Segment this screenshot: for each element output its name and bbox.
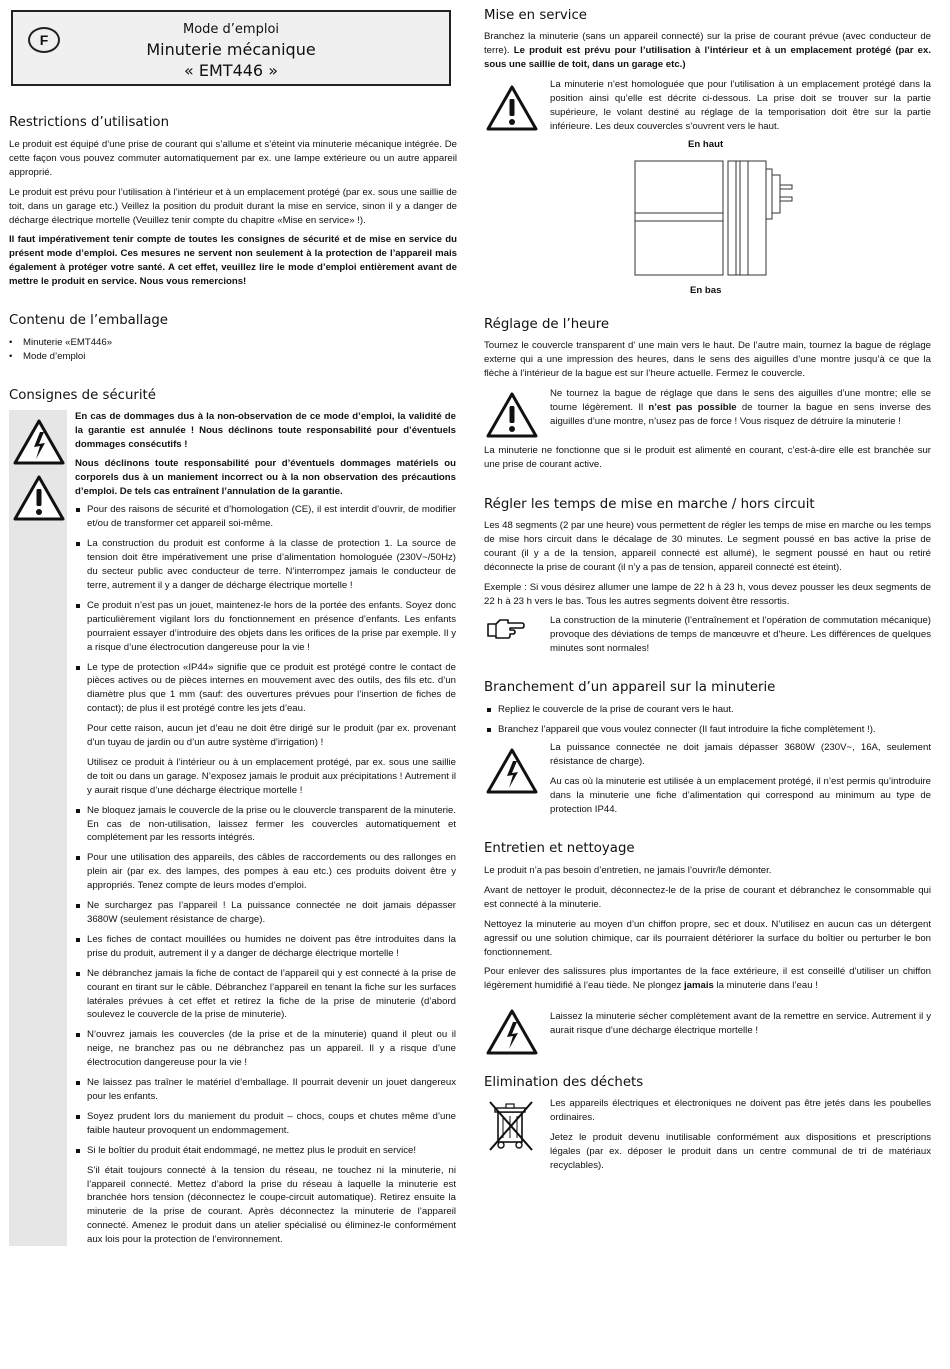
restrictions-section: [9, 138, 457, 289]
pointing-hand-icon: [486, 616, 526, 640]
securite-cont3: S’il était toujours connecté à la tension du réseau, ne touchez ni la minuterie, ni l’appareil connecté. Mettez d’abord la prise du réseau à laquelle la minuterie est branchée hors tension (déconnectez le coupe-circuit automatique). Retirez ensuite la minuterie de la prise de courant. Après déconnectez la minuterie de l’appareil connecté. Amenez le produit dans un atelier spécialisé ou éliminez-le conformément aux lois pour la protection de l’environnement.: [87, 1164, 456, 1246]
list-item: Ne bloquez jamais le couvercle de la prise ou le clouvercle transparent de la minuterie. En cas de non-utilisation, laissez fermer les couvercles automatiquement et complétement par les ressorts intégrés.: [75, 804, 456, 846]
entretien-p4-text-end: la minuterie dans l’eau !: [713, 980, 818, 992]
list-item: Soyez prudent lors du maniement du produit – chocs, coups et chutes même d’une faible hauteur provoquent un endommagement.: [75, 1110, 456, 1138]
warning-icon: [486, 391, 538, 439]
securite-cont1: Pour cette raison, aucun jet d’eau ne doit être dirigé sur le produit (par ex. provenant d’un tuyau de jardin ou d’un autre système d’irrigation) !: [87, 723, 456, 749]
contenu-title: Contenu de l’emballage: [9, 313, 168, 328]
securite-list: [75, 503, 456, 716]
elimination-section: [550, 1097, 931, 1173]
timer-position-diagram: [630, 157, 800, 279]
entretien-p4: [484, 965, 931, 993]
reglage-title: Réglage de l’heure: [484, 317, 610, 332]
securite-section: [75, 410, 456, 1247]
securite-cont2: Utilisez ce produit à l’intérieur ou à un emplacement protégé, par ex. sous une saillie de toit ou dans un garage. N’exposez jamais le produit aux précipitations ! Autrement il y aurait risque d’une décharge électrique mortelle !: [87, 756, 456, 796]
restrictions-p1: Le produit est équipé d’une prise de courant qui s’allume et s’éteint via minuterie mécanique intégrée. De cette façon vous pouvez commuter automatiquement par ex. une lampe extérieure ou un autre appareil approprié.: [9, 139, 457, 178]
list-item: Le type de protection «IP44» signifie que ce produit est protégé contre le contact de pièces actives ou de pièces internes en mouvement avec des outils, des fils etc. d’un diamètre plus que 1 mm (sauf: des ouvertures prévues pour l’insertion de fiches de contact); de plus il est protégé contre les jets d’eau.: [75, 661, 456, 717]
list-item: La construction du produit est conforme à la classe de protection 1. La source de tension doit être impérativement une prise d’alimentation homologuée (230V~/50Hz) du secteur public avec conducteur de terre. N’interrompez jamais le conducteur de terre, autrement il y a danger de décharge électrique mortelle !: [75, 537, 456, 593]
list-item: Si le boîtier du produit était endommagé, ne mettez plus le produit en service!: [75, 1144, 456, 1158]
icon-strip: [9, 410, 67, 1246]
warning-icon: [486, 84, 538, 132]
list-item: • Minuterie «EMT446»: [9, 336, 457, 350]
restrictions-p3: Il faut impérativement tenir compte de toutes les consignes de sécurité et de mise en service du présent mode d’emploi. Ces mesures ne servent non seulement à la protection de l’appareil mais également à protéger votre santé. A cet effet, veuillez lire le mode d’emploi entièrement avant de mettre le produit en service. Nous vous remercions!: [9, 234, 457, 288]
list-item: Ne surchargez pas l’appareil ! La puissance connectée ne doit jamais dépasser 3680W (seulement résistance de charge).: [75, 899, 456, 927]
reglage-p3: La minuterie ne fonctionne que si le produit est alimenté en courant, c’est-à-dire elle est branchée sur une prise de courant active.: [484, 445, 931, 470]
elimination-p1: Les appareils électriques et électroniques ne doivent pas être jetés dans les poubelles ordinaires.: [550, 1098, 931, 1123]
reglage-p2: [550, 387, 931, 429]
reglage-p2-text-end: de tourner la bague en sens inverse des aiguilles d’une montre, n’usez pas de force ! Vous risquez de détruire la minuterie !: [550, 401, 931, 427]
list-item: Ce produit n’est pas un jouet, maintenez-le hors de la portée des enfants. Soyez donc particulièrement vigilant lors du fonctionnement en présence d’enfants. Les enfants pourraient essayer d’introduire des objets dans les orifices de la prise par exemple. Il y a risque d’une électrocution dangereuse pour la vie !: [75, 599, 456, 655]
crossed-bin-icon: [486, 1098, 536, 1154]
temps-title: Régler les temps de mise en marche / hors circuit: [484, 497, 815, 512]
restrictions-title: Restrictions d’utilisation: [9, 115, 169, 130]
list-item: Branchez l’appareil que vous voulez connecter (Il faut introduire la fiche complètement !).: [486, 723, 931, 737]
doc-type: Mode d’emploi: [182, 22, 280, 37]
mise-p1: [484, 30, 931, 72]
list-item: Pour des raisons de sécurité et d’homologation (CE), il est interdit d’ouvrir, de modifier et/ou de transformer cet appareil soi-même.: [75, 503, 456, 531]
reglage-p2-text: Ne tournez la bague de réglage que dans le sens des aiguilles d’une montre; elle se tourne légèrement. Il: [550, 388, 931, 413]
securite-b2: Nous déclinons toute responsabilité pour d’éventuels dommages matériels ou corporels dus à un maniement incorrect ou à la non observation des précautions d’emploi. De tels cas entraînent l’annulation de la garantie.: [75, 457, 456, 497]
temps-p2: Exemple : Si vous désirez allumer une lampe de 22 h à 23 h, vous devez pousser les deux segments de 22 h à 23 h vers le bas. Tous les autres segments doivent être ressortis.: [484, 582, 931, 607]
temps-p3: La construction de la minuterie (l’entraînement et l’opération de commutation mécanique) provoque des déviations de temps de manœuvre et d’heure. Les différences de quelques minutes sont normales!: [550, 615, 931, 654]
product-name: Minuterie mécanique: [146, 40, 316, 59]
list-item: Repliez le couvercle de la prise de courant vers le haut.: [486, 703, 931, 717]
mise-p2: La minuterie n’est homologuée que pour l’utilisation à un emplacement protégé dans la position ainsi qu’elle est décrite ci-dessous. La prise doit se trouver sur la partie supérieure, le volant destiné au réglage de la temporisation doit être sur la partie inférieure. Les deux couvercles s’ouvrent vers le haut.: [550, 79, 931, 132]
branchement-title: Branchement d’un appareil sur la minuterie: [484, 680, 776, 695]
list-item: N’ouvrez jamais les couvercles (de la prise et de la minuterie) quand il pleut ou il neige, ne branchez pas ou ne débranchez pas un appareil. Il y a risque d’une électrocution dangereuse pour la vie !: [75, 1028, 456, 1070]
branchement-p2: Au cas où la minuterie est utilisée à un emplacement protégé, il n’est permis qu’introduire dans la minuterie une fiche d’alimentation qui correspond au minimum au type de protection IP44.: [550, 776, 931, 815]
entretien-p5: Laissez la minuterie sécher complètement avant de la remettre en service. Autrement il y aurait risque d’une décharge électrique mortelle !: [550, 1011, 931, 1036]
list-item: Ne débranchez jamais la fiche de contact de l’appareil qui y est connecté à la prise de courant en tirant sur le câble. Débranchez l’appareil en tenant la fiche sur les surfaces latérales prévues à cet effet et retirez la fiche de la prise de minuterie (d’abord soulevez le couvercle de la prise de minuterie).: [75, 967, 456, 1023]
label-bottom: En bas: [690, 285, 722, 296]
contenu-list: [9, 336, 457, 364]
branchement-list: [486, 703, 931, 737]
language-flag: F: [28, 27, 60, 53]
electric-hazard-icon: [486, 1008, 538, 1056]
title-box: [11, 10, 451, 86]
reglage-p2-bold: n’est pas possible: [648, 401, 737, 413]
branchement-p1: La puissance connectée ne doit jamais dépasser 3680W (230V~, 16A, seulement résistance de charge).: [550, 742, 931, 767]
entretien-p4-text: Pour enlever des salissures plus importantes de la face extérieure, il est conseillé d’utiliser un chiffon légèrement humidifié à l’eau tiède. Ne plongez: [484, 966, 931, 992]
electric-hazard-icon: [486, 747, 538, 795]
elimination-p2: Jetez le produit devenu inutilisable conformément aux dispositions et prescriptions légales (par ex. déposer le produit dans un centre communal de tri de matériaux recyclables).: [550, 1131, 931, 1171]
product-model: « EMT446 »: [184, 61, 278, 80]
list-item: Pour une utilisation des appareils, des câbles de raccordements ou des rallonges en plein air (par ex. des lampes, des pompes à eau etc.) ces produits doivent être y appropriés. Tenez compte de leurs modes d’emploi.: [75, 851, 456, 893]
mise-p1-text: Branchez la minuterie (sans un appareil connecté) sur la prise de courant prévue (avec conducteur de terre).: [484, 31, 931, 56]
mise-p1-bold: Le produit est prévu pour l’utilisation à l’intérieur et à un emplacement protégé (par ex. sous une saillie de toit, dans un garage etc.): [484, 44, 931, 70]
warning-icon: [13, 474, 65, 522]
securite-b1: En cas de dommages dus à la non-observation de ce mode d’emploi, la validité de la garantie est annulée ! Nous déclinons toute responsabilité pour d’éventuels dommages consécutifs !: [75, 411, 456, 450]
entretien-title: Entretien et nettoyage: [484, 841, 635, 856]
restrictions-p2: Le produit est prévu pour l’utilisation à l’intérieur et à un emplacement protégé (par ex. sous une saillie de toit, dans un garage etc.) Veillez la position du produit durant la mise en service, sinon il y a danger de décharge électrique mortelle (Veuillez tenir compte du chapitre «Mise en service» !).: [9, 186, 457, 226]
entretien-p2: Avant de nettoyer le produit, déconnectez-le de la prise de courant et débranchez le consommable qui est connecté à la minuterie.: [484, 884, 931, 910]
list-item: • Mode d’emploi: [9, 350, 457, 364]
mise-title: Mise en service: [484, 8, 587, 23]
securite-title: Consignes de sécurité: [9, 388, 156, 403]
elimination-title: Elimination des déchets: [484, 1075, 644, 1090]
list-item: Ne laissez pas traîner le matériel d’emballage. Il pourrait devenir un jouet dangereux pour les enfants.: [75, 1076, 456, 1104]
entretien-section: [484, 864, 931, 993]
temps-p1: Les 48 segments (2 par une heure) vous permettent de régler les temps de mise en marche ou les temps de mise hors circuit dans le décalage de 30 minutes. Le segment poussé en bas active la prise de courant (il y a de la tension, appareil connecté est allumé), le segment poussé en haut ou retiré déconnecte la prise de courant (il n’y a pas de tension, appareil connecté est éteint).: [484, 520, 931, 573]
reglage-p1: Tournez le couvercle transparent d’ une main vers le haut. De l’autre main, tournez la bague de réglage externe qui a une impression des heures, dans le sens des aiguilles d’une montre jusqu’à ce que la flèche à l’intérieur de la bague est sur l’heure actuelle. Fermez le couvercle.: [484, 340, 931, 379]
securite-list-2: [75, 804, 456, 1158]
entretien-p3: Nettoyez la minuterie au moyen d’un chiffon propre, sec et doux. N’utilisez en aucun cas un détergent agressif ou une solution chimique, car ils pourraient détériorer la surface du boîtier ou perturber le bon fonctionnement.: [484, 918, 931, 958]
electric-hazard-icon: [13, 418, 65, 466]
list-item: Les fiches de contact mouillées ou humides ne doivent pas être introduites dans la prise du produit, autrement il y a danger de décharge électrique mortelle !: [75, 933, 456, 961]
label-top: En haut: [688, 139, 724, 150]
entretien-p1: Le produit n’a pas besoin d’entretien, ne jamais l’ouvrir/le démonter.: [484, 865, 772, 876]
entretien-p4-bold: jamais: [684, 980, 714, 992]
